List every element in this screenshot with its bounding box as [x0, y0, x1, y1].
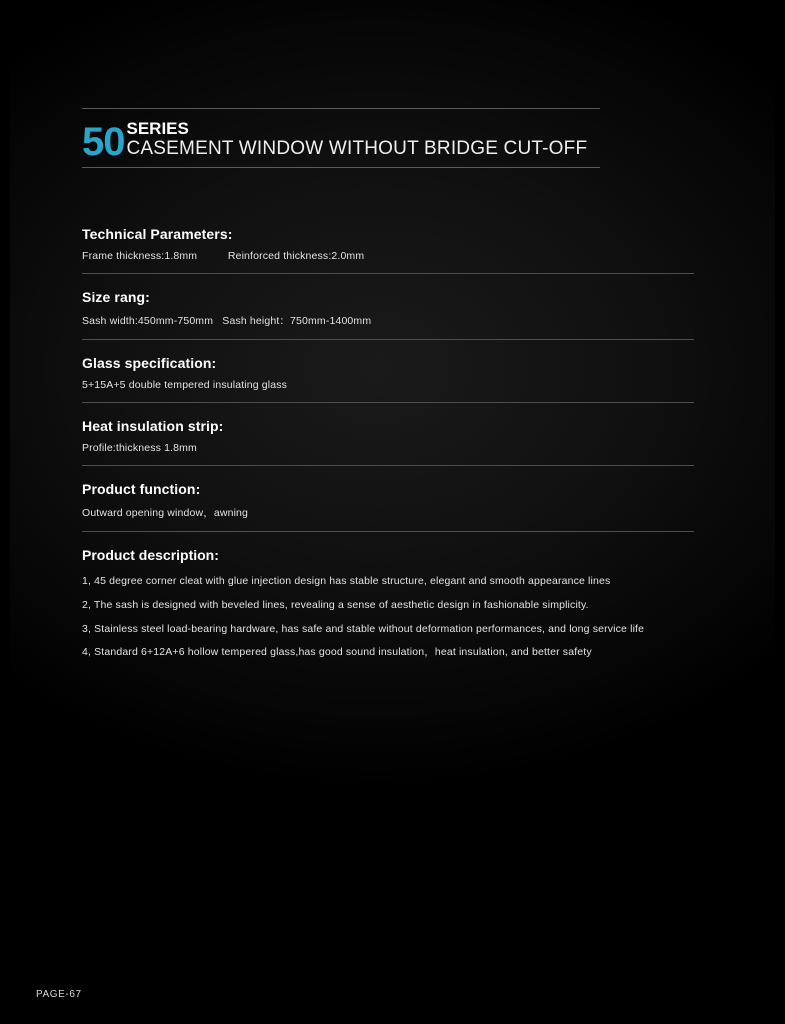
- series-word: SERIES: [126, 119, 189, 139]
- spec-section-size-rang: [82, 289, 694, 340]
- page-left-margin: [0, 0, 10, 1024]
- title-stack: [127, 120, 588, 161]
- spec-body: 5+15A+5 double tempered insulating glass: [82, 379, 288, 391]
- description-line: 3, Stainless steel load-bearing hardware, has safe and stable without deformation performances, and long service life: [82, 622, 645, 635]
- spec-section-heat-insulation-strip: [82, 418, 694, 466]
- spec-title: Product function:: [82, 481, 201, 497]
- spec-divider: [82, 339, 694, 340]
- title-row: [82, 109, 600, 167]
- page-title: CASEMENT WINDOW WITHOUT BRIDGE CUT-OFF: [126, 138, 588, 160]
- spec-divider: [82, 273, 694, 274]
- spec-divider: [82, 465, 694, 466]
- spec-divider: [82, 531, 694, 532]
- spec-list: [82, 226, 694, 669]
- spec-body: Outward opening window，awning: [82, 507, 249, 519]
- description-line: 4, Standard 6+12A+6 hollow tempered glass,has good sound insulation，heat insulation, and better safety: [82, 646, 592, 659]
- spec-section-glass-specification: [82, 355, 694, 403]
- spec-body: Profile:thickness 1.8mm: [82, 442, 197, 454]
- page-header: [82, 108, 600, 168]
- spec-title: Size rang:: [82, 289, 150, 305]
- spec-body: Sash width:450mm-750mm Sash height：750mm-1400mm: [82, 315, 372, 327]
- page-number: PAGE-67: [36, 989, 82, 1000]
- series-number: 50: [82, 120, 125, 164]
- description-line: 1, 45 degree corner cleat with glue injection design has stable structure, elegant and smooth appearance lines: [82, 575, 611, 587]
- spec-divider: [82, 402, 694, 403]
- spec-title: Glass specification:: [82, 355, 217, 371]
- spec-body: Frame thickness:1.8mm Reinforced thickness:2.0mm: [82, 250, 365, 262]
- header-bottom-rule: [82, 167, 600, 168]
- product-description: [82, 547, 694, 661]
- spec-title: Technical Parameters:: [82, 226, 233, 242]
- product-description-title: Product description:: [82, 547, 219, 563]
- spec-section-technical-parameters: [82, 226, 694, 274]
- page-right-margin: [775, 0, 785, 1024]
- spec-title: Heat insulation strip:: [82, 418, 224, 434]
- description-line: 2, The sash is designed with beveled lines, revealing a sense of aesthetic design in fashionable simplicity.: [82, 598, 589, 611]
- spec-section-product-function: [82, 481, 694, 532]
